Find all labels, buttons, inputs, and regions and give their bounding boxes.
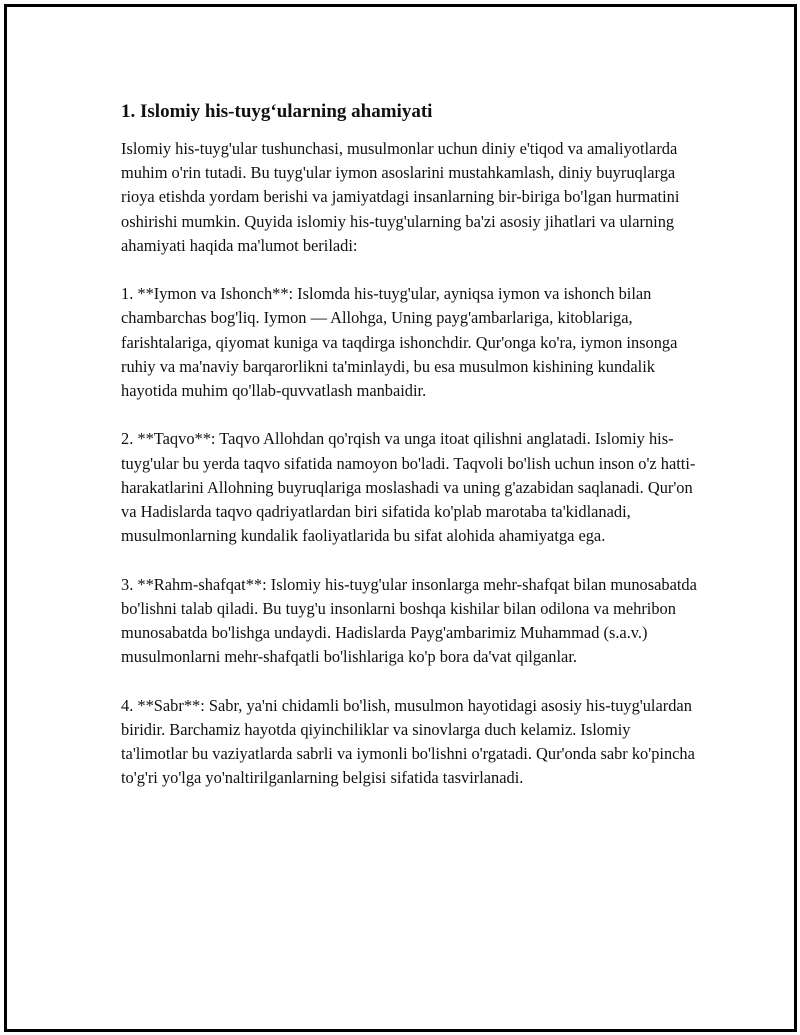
paragraph-taqvo: 2. **Taqvo**: Taqvo Allohdan qo'rqish va unga itoat qilishni anglatadi. Islomiy his-tuyg'ular bu yerda taqvo sifatida namoyon bo'ladi. Taqvoli bo'lish uchun inson o'z hatti-harakatlarini Allohning buyruqlariga moslashadi va uning g'azabidan saqlanadi. Qur'on va Hadislarda taqvo qadriyatlardan biri sifatida ko'plab marotaba ta'kidlanadi, musulmonlarning kundalik faoliyatlarida bu sifat alohida ahamiyatga ega.	[121, 429, 696, 546]
paragraph-iymon: 1. **Iymon va Ishonch**: Islomda his-tuyg'ular, ayniqsa iymon va ishonch bilan chambarchas bog'liq. Iymon — Allohga, Uning payg'ambarlariga, kitoblariga, farishtalariga, qiyomat kuniga va taqdirga ishonchdir. Qur'onga ko'ra, iymon insonga ruhiy va ma'naviy barqarorlikni ta'minlaydi, bu esa musulmon kishining kundalik hayotida muhim qo'llab-quvvatlash manbaidir.	[121, 284, 678, 401]
paragraph-sabr: 4. **Sabr**: Sabr, ya'ni chidamli bo'lish, musulmon hayotidagi asosiy his-tuyg'ulardan biridir. Barchamiz hayotda qiyinchiliklar va sinovlarga duch kelamiz. Islomiy ta'limotlar bu vaziyatlarda sabrli va iymonli bo'lishni o'rgatadi. Qur'onda sabr ko'pincha to'g'ri yo'lga yo'naltirilganlarning belgisi sifatida tasvirlanadi.	[121, 695, 695, 788]
paragraph-rahm-shafqat: 3. **Rahm-shafqat**: Islomiy his-tuyg'ular insonlarga mehr-shafqat bilan munosabatda bo'lishni talab qiladi. Bu tuyg'u insonlarni boshqa kishilar bilan odilona va mehribon munosabatda bo'lishga undaydi. Hadislarda Payg'ambarimiz Muhammad (s.a.v.) musulmonlarni mehr-shafqatli bo'lishlariga ko'p bora da'vat qilganlar.	[121, 574, 697, 667]
section-heading: 1. Islomiy his-tuyg‘ularning ahamiyati	[121, 101, 433, 122]
page-frame	[4, 4, 797, 1032]
intro-paragraph: Islomiy his-tuyg'ular tushunchasi, musulmonlar uchun diniy e'tiqod va amaliyotlarda muhim o'rin tutadi. Bu tuyg'ular iymon asoslarini mustahkamlash, diniy buyruqlarga rioya etishda yordam berishi va jamiyatdagi insanlarning bir-biriga bo'lgan hurmatini oshirishi mumkin. Quyida islomiy his-tuyg'ularning ba'zi asosiy jihatlari va ularning ahamiyati haqida ma'lumot beriladi:	[121, 139, 680, 255]
document-body	[121, 99, 697, 790]
